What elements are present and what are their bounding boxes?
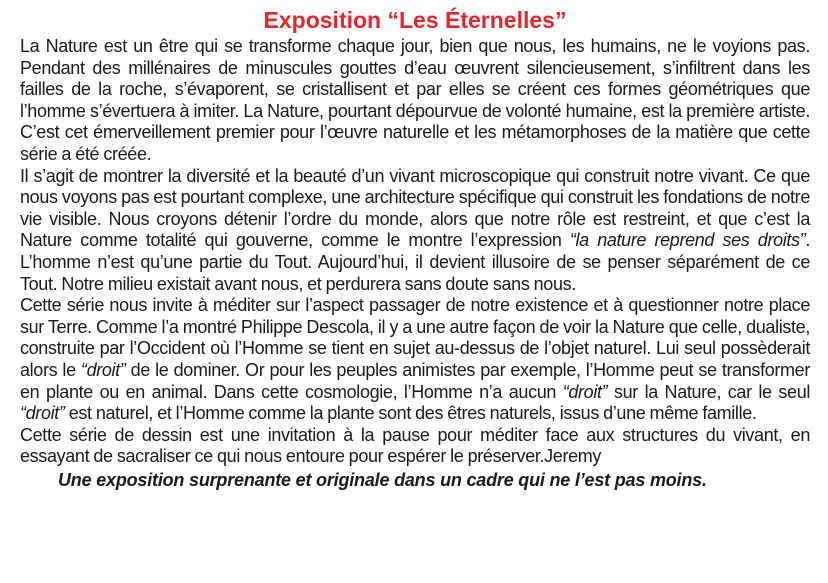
paragraph-3-text-c: sur la Nature, car le seul <box>607 381 810 402</box>
paragraph-2-text-b: . L’homme n’est qu’une partie du Tout. Aujourd’hui, il devient illusoire de se penser séparément de ce Tout. Notre milieu existait avant nous, et perdurera sans doute sans nous. <box>20 230 810 294</box>
article-body <box>20 36 810 468</box>
quote-la-nature-reprend-ses-droits: “la nature reprend ses droits” <box>569 230 806 251</box>
quote-droit-1: “droit” <box>80 359 126 380</box>
quote-droit-2: “droit” <box>562 381 608 402</box>
paragraph-2 <box>20 166 810 296</box>
article-title: Exposition “Les Éternelles” <box>263 7 567 33</box>
paragraph-3 <box>20 295 810 425</box>
paragraph-3-text-b: de le dominer. Or pour les peuples animistes par exemple, l’Homme peut se transformer en plante ou en animal. Dans cette cosmologie, l’Homme n’a aucun <box>20 359 810 402</box>
quote-droit-3: “droit” <box>20 403 65 424</box>
paragraph-2-text-a: Il s’agit de montrer la diversité et la beauté d’un vivant microscopique qui construit notre vivant. Ce que nous voyons pas est pourtant complexe, une architecture spécifique qui construit les fondations de notre vie visible. Nous croyons détenir l’ordre du monde, alors que notre rôle est restreint, et que c’est la Nature comme totalité qui gouverne, comme le montre l’expression <box>20 165 810 251</box>
paragraph-3-text-d: est naturel, et l’Homme comme la plante sont des êtres naturels, issus d’une même famille. <box>64 403 757 424</box>
paragraph-3-text-a: Cette série nous invite à méditer sur l’aspect passager de notre existence et à questionner notre place sur Terre. Comme l’a montré Philippe Descola, il y a une autre façon de voir la Nature que celle, dualiste, construite par l’Occident où l’Homme se tient en sujet au-dessus de l’objet naturel. Lui seul possèderait alors le <box>20 295 810 380</box>
paragraph-1: La Nature est un être qui se transforme chaque jour, bien que nous, les humains, ne le voyions pas. Pendant des millénaires de minuscules gouttes d’eau œuvrent silencieusement, s’infiltrent dans les failles de la roche, s’évaporent, se cristallisent et par elles se créent ces formes géométriques que l’homme s’évertuera à imiter. La Nature, pourtant dépourvue de volonté humaine, est la première artiste. C’est cet émerveillement premier pour l’œuvre naturelle et les métamorphoses de la matière que cette série a été créée. <box>20 36 810 164</box>
closing-line: Une exposition surprenante et originale dans un cadre qui ne l’est pas moins. <box>58 469 707 490</box>
paragraph-4: Cette série de dessin est une invitation à la pause pour méditer face aux structures du vivant, en essayant de sacraliser ce qui nous entoure pour espérer le préserver.Jeremy <box>20 424 810 467</box>
